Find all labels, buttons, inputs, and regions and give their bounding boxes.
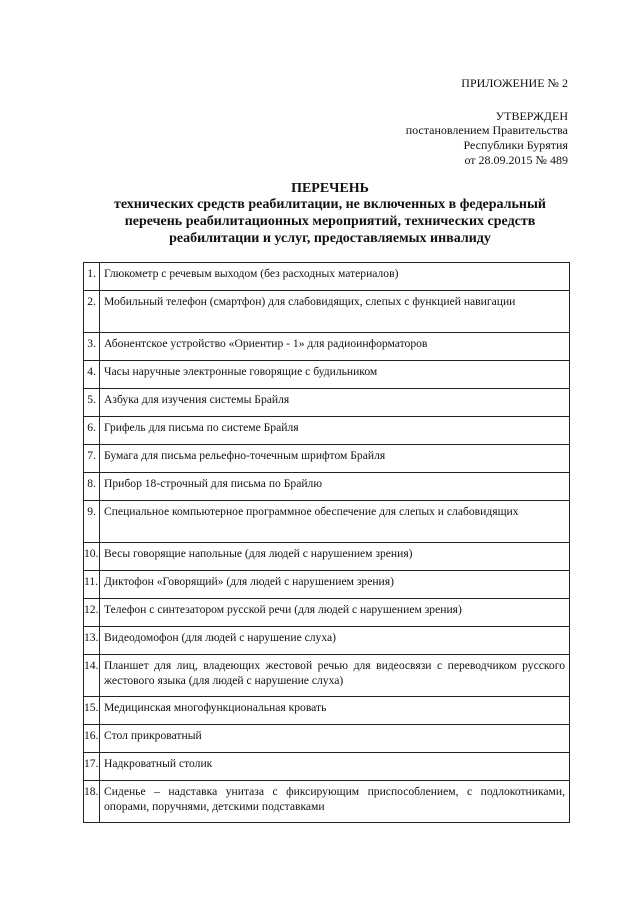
item-text: Медицинская многофункциональная кровать — [100, 697, 570, 725]
item-number: 18. — [84, 781, 100, 823]
item-text: Часы наручные электронные говорящие с будильником — [100, 361, 570, 389]
item-number: 17. — [84, 753, 100, 781]
item-number: 15. — [84, 697, 100, 725]
item-number: 3. — [84, 333, 100, 361]
approved-by: постановлением Правительства — [405, 123, 568, 137]
item-number: 12. — [84, 599, 100, 627]
title-line-1: ПЕРЕЧЕНЬ — [291, 181, 369, 196]
item-text: Видеодомофон (для людей с нарушение слуха) — [100, 627, 570, 655]
table-row — [84, 291, 570, 333]
item-number: 2. — [84, 291, 100, 333]
item-text: Диктофон «Говорящий» (для людей с нарушением зрения) — [100, 571, 570, 599]
title-line-3: перечень реабилитационных мероприятий, технических средств — [124, 214, 536, 229]
item-text: Глюкометр с речевым выходом (без расходных материалов) — [100, 263, 570, 291]
item-text: Мобильный телефон (смартфон) для слабовидящих, слепых с функцией навигации — [100, 291, 570, 333]
table-row — [84, 697, 570, 725]
approved-republic: Республики Бурятия — [463, 138, 568, 152]
table-row — [84, 333, 570, 361]
item-text: Бумага для письма рельефно-точечным шрифтом Брайля — [100, 445, 570, 473]
table-row — [84, 501, 570, 543]
approved-label: УТВЕРЖДЕН — [495, 109, 568, 123]
table-row — [84, 417, 570, 445]
item-text: Планшет для лиц, владеющих жестовой речью для видеосвязи с переводчиком русского жестового языка (для людей с нарушение слуха) — [100, 655, 570, 697]
item-number: 13. — [84, 627, 100, 655]
approved-date: от 28.09.2015 № 489 — [464, 153, 568, 167]
item-number: 5. — [84, 389, 100, 417]
item-number: 8. — [84, 473, 100, 501]
table-row — [84, 599, 570, 627]
item-text: Весы говорящие напольные (для людей с нарушением зрения) — [100, 543, 570, 571]
item-text: Прибор 18-строчный для письма по Брайлю — [100, 473, 570, 501]
table-row — [84, 655, 570, 697]
item-text: Сиденье – надставка унитаза с фиксирующим приспособлением, с подлокотниками, опорами, поручнями, детскими подставками — [100, 781, 570, 823]
item-number: 6. — [84, 417, 100, 445]
item-number: 9. — [84, 501, 100, 543]
title-line-2: технических средств реабилитации, не включенных в федеральный — [114, 197, 546, 212]
table-row — [84, 781, 570, 823]
table-row — [84, 627, 570, 655]
table-row — [84, 389, 570, 417]
table-row — [84, 725, 570, 753]
item-text: Стол прикроватный — [100, 725, 570, 753]
item-number: 7. — [84, 445, 100, 473]
item-text: Азбука для изучения системы Брайля — [100, 389, 570, 417]
appendix-label: ПРИЛОЖЕНИЕ № 2 — [461, 76, 568, 90]
items-table — [83, 262, 570, 823]
table-row — [84, 361, 570, 389]
item-text: Специальное компьютерное программное обеспечение для слепых и слабовидящих — [100, 501, 570, 543]
item-number: 4. — [84, 361, 100, 389]
item-text: Телефон с синтезатором русской речи (для людей с нарушением зрения) — [100, 599, 570, 627]
item-number: 16. — [84, 725, 100, 753]
table-row — [84, 473, 570, 501]
item-number: 10. — [84, 543, 100, 571]
item-text: Грифель для письма по системе Брайля — [100, 417, 570, 445]
item-number: 11. — [84, 571, 100, 599]
table-row — [84, 263, 570, 291]
item-text: Надкроватный столик — [100, 753, 570, 781]
table-row — [84, 543, 570, 571]
table-row — [84, 753, 570, 781]
item-number: 14. — [84, 655, 100, 697]
table-row — [84, 571, 570, 599]
title-line-4: реабилитации и услуг, предоставляемых инвалиду — [169, 231, 491, 246]
table-row — [84, 445, 570, 473]
item-number: 1. — [84, 263, 100, 291]
item-text: Абонентское устройство «Ориентир - 1» для радиоинформаторов — [100, 333, 570, 361]
